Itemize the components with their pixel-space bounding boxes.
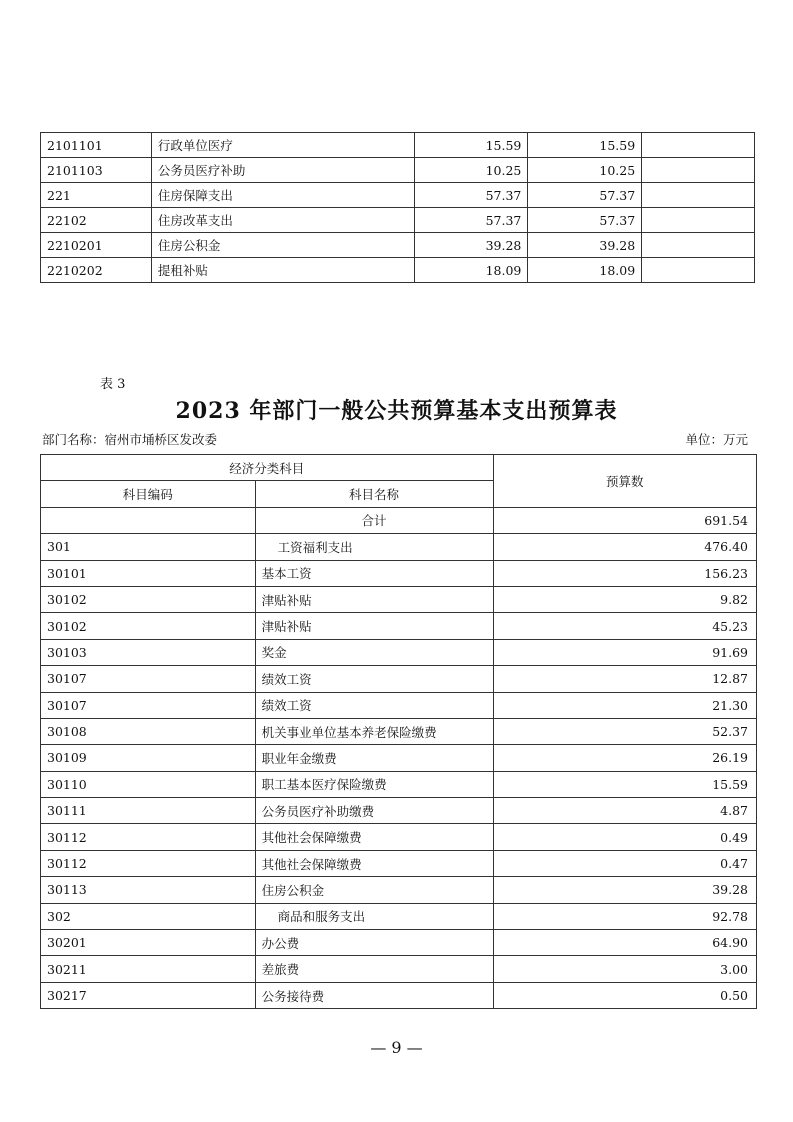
table-row	[41, 183, 755, 208]
table-row	[41, 639, 757, 665]
table-row	[41, 824, 757, 850]
table-row	[41, 692, 757, 718]
cell-amount: 476.40	[493, 534, 757, 560]
cell-code: 30112	[41, 824, 256, 850]
cell-name: 工资福利支出	[255, 534, 493, 560]
cell-amount: 9.82	[493, 586, 757, 612]
cell-name: 职业年金缴费	[255, 745, 493, 771]
cell-name: 津贴补贴	[255, 586, 493, 612]
total-amount: 691.54	[493, 507, 757, 533]
cell-name: 公务接待费	[255, 982, 493, 1008]
cell-amount: 15.59	[414, 133, 528, 158]
cell-amount: 39.28	[414, 233, 528, 258]
cell-amount: 39.28	[528, 233, 642, 258]
header-economic-classification: 经济分类科目	[41, 455, 494, 481]
table-row	[41, 233, 755, 258]
cell-amount: 26.19	[493, 745, 757, 771]
cell-name: 津贴补贴	[255, 613, 493, 639]
cell-code: 30102	[41, 586, 256, 612]
cell-code: 30107	[41, 692, 256, 718]
cell-amount: 92.78	[493, 903, 757, 929]
cell-amount: 57.37	[414, 183, 528, 208]
cell-code: 221	[41, 183, 152, 208]
cell-name: 住房公积金	[151, 233, 414, 258]
table-row	[41, 956, 757, 982]
cell-amount	[642, 133, 755, 158]
cell-amount: 15.59	[493, 771, 757, 797]
cell-amount: 12.87	[493, 666, 757, 692]
cell-amount: 64.90	[493, 930, 757, 956]
cell-code: 30217	[41, 982, 256, 1008]
cell-amount: 10.25	[528, 158, 642, 183]
cell-code: 2101101	[41, 133, 152, 158]
table-row	[41, 613, 757, 639]
cell-name: 差旅费	[255, 956, 493, 982]
cell-amount: 3.00	[493, 956, 757, 982]
table-row	[41, 798, 757, 824]
cell-name: 行政单位医疗	[151, 133, 414, 158]
table-row	[41, 718, 757, 744]
cell-code: 30211	[41, 956, 256, 982]
table-row	[41, 133, 755, 158]
cell-name: 住房公积金	[255, 877, 493, 903]
cell-code: 2210202	[41, 258, 152, 283]
table-row	[41, 258, 755, 283]
cell-code: 30107	[41, 666, 256, 692]
cell-amount: 0.47	[493, 850, 757, 876]
cell-amount: 10.25	[414, 158, 528, 183]
cell-name: 机关事业单位基本养老保险缴费	[255, 718, 493, 744]
cell-code: 30103	[41, 639, 256, 665]
cell-amount	[642, 258, 755, 283]
cell-amount: 0.50	[493, 982, 757, 1008]
cell-amount: 21.30	[493, 692, 757, 718]
table-row	[41, 666, 757, 692]
table-row	[41, 930, 757, 956]
table-row	[41, 982, 757, 1008]
cell-amount: 91.69	[493, 639, 757, 665]
cell-amount: 39.28	[493, 877, 757, 903]
cell-amount	[642, 233, 755, 258]
table-row	[41, 903, 757, 929]
cell-code: 30101	[41, 560, 256, 586]
cell-code: 30111	[41, 798, 256, 824]
cell-amount: 4.87	[493, 798, 757, 824]
cell-amount	[642, 208, 755, 233]
cell-amount: 0.49	[493, 824, 757, 850]
cell-amount: 15.59	[528, 133, 642, 158]
cell-code: 30112	[41, 850, 256, 876]
table-row	[41, 745, 757, 771]
header-budget-amount: 预算数	[493, 455, 757, 508]
cell-amount: 18.09	[528, 258, 642, 283]
cell-name: 其他社会保障缴费	[255, 824, 493, 850]
cell-name: 住房保障支出	[151, 183, 414, 208]
table-title: 2023 年部门一般公共预算基本支出预算表	[175, 398, 618, 424]
cell-code: 30110	[41, 771, 256, 797]
basic-expenditure-budget-table	[40, 454, 757, 1009]
department-name: 部门名称：宿州市埇桥区发改委	[42, 432, 218, 447]
cell-name: 职工基本医疗保险缴费	[255, 771, 493, 797]
page-number: — 9 —	[370, 1038, 423, 1057]
continued-expenditure-table	[40, 132, 755, 283]
cell-name: 商品和服务支出	[255, 903, 493, 929]
cell-amount: 156.23	[493, 560, 757, 586]
cell-amount: 18.09	[414, 258, 528, 283]
total-code	[41, 507, 256, 533]
cell-name: 绩效工资	[255, 666, 493, 692]
cell-amount	[642, 158, 755, 183]
cell-name: 办公费	[255, 930, 493, 956]
cell-name: 绩效工资	[255, 692, 493, 718]
header-row-group	[41, 455, 757, 481]
table-row	[41, 534, 757, 560]
cell-amount	[642, 183, 755, 208]
cell-name: 住房改革支出	[151, 208, 414, 233]
cell-code: 30102	[41, 613, 256, 639]
cell-amount: 57.37	[528, 208, 642, 233]
cell-name: 奖金	[255, 639, 493, 665]
cell-code: 2210201	[41, 233, 152, 258]
cell-code: 301	[41, 534, 256, 560]
header-subject-name: 科目名称	[255, 481, 493, 507]
cell-name: 提租补贴	[151, 258, 414, 283]
cell-code: 30201	[41, 930, 256, 956]
cell-name: 基本工资	[255, 560, 493, 586]
table-label: 表 3	[100, 377, 126, 392]
cell-amount: 52.37	[493, 718, 757, 744]
cell-name: 其他社会保障缴费	[255, 850, 493, 876]
cell-code: 302	[41, 903, 256, 929]
total-label: 合计	[255, 507, 493, 533]
table-row	[41, 560, 757, 586]
cell-amount: 45.23	[493, 613, 757, 639]
cell-code: 2101103	[41, 158, 152, 183]
table-row	[41, 877, 757, 903]
table-row	[41, 208, 755, 233]
table-row	[41, 771, 757, 797]
cell-code: 30109	[41, 745, 256, 771]
total-row	[41, 507, 757, 533]
table-row	[41, 850, 757, 876]
cell-name: 公务员医疗补助缴费	[255, 798, 493, 824]
cell-code: 30113	[41, 877, 256, 903]
cell-code: 22102	[41, 208, 152, 233]
header-subject-code: 科目编码	[41, 481, 256, 507]
table-row	[41, 158, 755, 183]
cell-code: 30108	[41, 718, 256, 744]
cell-amount: 57.37	[414, 208, 528, 233]
table-row	[41, 586, 757, 612]
unit-label: 单位：万元	[685, 432, 748, 447]
cell-amount: 57.37	[528, 183, 642, 208]
cell-name: 公务员医疗补助	[151, 158, 414, 183]
